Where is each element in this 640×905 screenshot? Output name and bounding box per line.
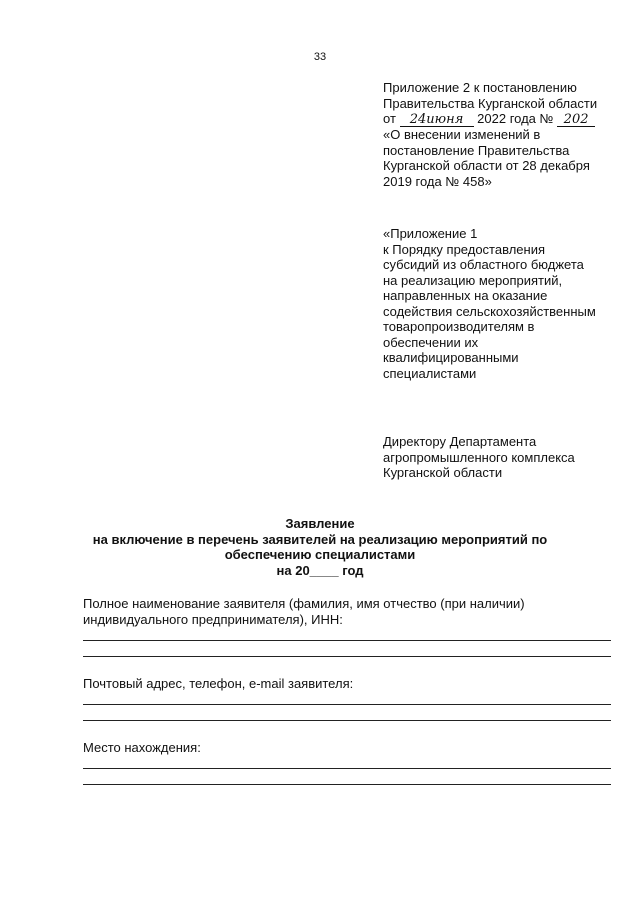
appendix-line: квалифицированными	[383, 350, 519, 365]
addressee-block	[383, 434, 575, 481]
addressee-line: агропромышленного комплекса	[383, 449, 575, 465]
header-line: Приложение 2 к постановлению	[383, 80, 577, 95]
header-line: «О внесении изменений в	[383, 127, 541, 142]
name-fill-line[interactable]	[83, 656, 611, 657]
appendix-line: направленных на оказание	[383, 288, 548, 303]
name-field-label: Полное наименование заявителя (фамилия, имя отчество (при наличии)	[83, 596, 525, 611]
name-field-label-cont: индивидуального предпринимателя), ИНН:	[83, 612, 343, 627]
appendix-line: содействия сельскохозяйственным	[383, 303, 596, 319]
appendix-line: товаропроизводителям в	[383, 319, 535, 334]
title-line: обеспечению специалистами	[224, 547, 416, 562]
header-line: постановление Правительства	[383, 142, 570, 158]
header-line: Курганской области от 28 декабря	[383, 158, 590, 173]
header-line: 2019 года № 458»	[383, 173, 492, 189]
header-line: Правительства Курганской области	[383, 95, 598, 111]
header-date-line	[383, 111, 597, 127]
header-block	[383, 80, 597, 189]
document-title	[0, 516, 640, 578]
location-field-label: Место нахождения:	[83, 740, 201, 755]
appendix-line: обеспечении их	[383, 334, 479, 350]
location-fill-line[interactable]	[83, 784, 611, 785]
appendix-line: «Приложение 1	[383, 226, 478, 241]
page-number: 33	[313, 51, 327, 63]
handwritten-number: 202	[557, 113, 595, 127]
appendix-block	[383, 226, 596, 381]
address-fill-line[interactable]	[83, 720, 611, 721]
date-prefix: от	[383, 111, 396, 126]
appendix-line: к Порядку предоставления	[383, 241, 545, 257]
title-line: Заявление	[285, 516, 355, 531]
name-fill-line[interactable]	[83, 640, 611, 641]
location-fill-line[interactable]	[83, 768, 611, 769]
title-line: на включение в перечень заявителей на реализацию мероприятий по	[92, 531, 548, 547]
address-field-label: Почтовый адрес, телефон, e-mail заявителя:	[83, 676, 354, 691]
appendix-line: на реализацию мероприятий,	[383, 272, 563, 288]
date-mid: 2022 года №	[477, 111, 554, 126]
handwritten-date: 24июня	[400, 113, 474, 127]
appendix-line: специалистами	[383, 365, 477, 381]
appendix-line: субсидий из областного бюджета	[383, 257, 584, 272]
title-line: на 20____ год	[276, 562, 364, 578]
address-fill-line[interactable]	[83, 704, 611, 705]
addressee-line: Директору Департамента	[383, 434, 537, 449]
addressee-line: Курганской области	[383, 465, 503, 480]
